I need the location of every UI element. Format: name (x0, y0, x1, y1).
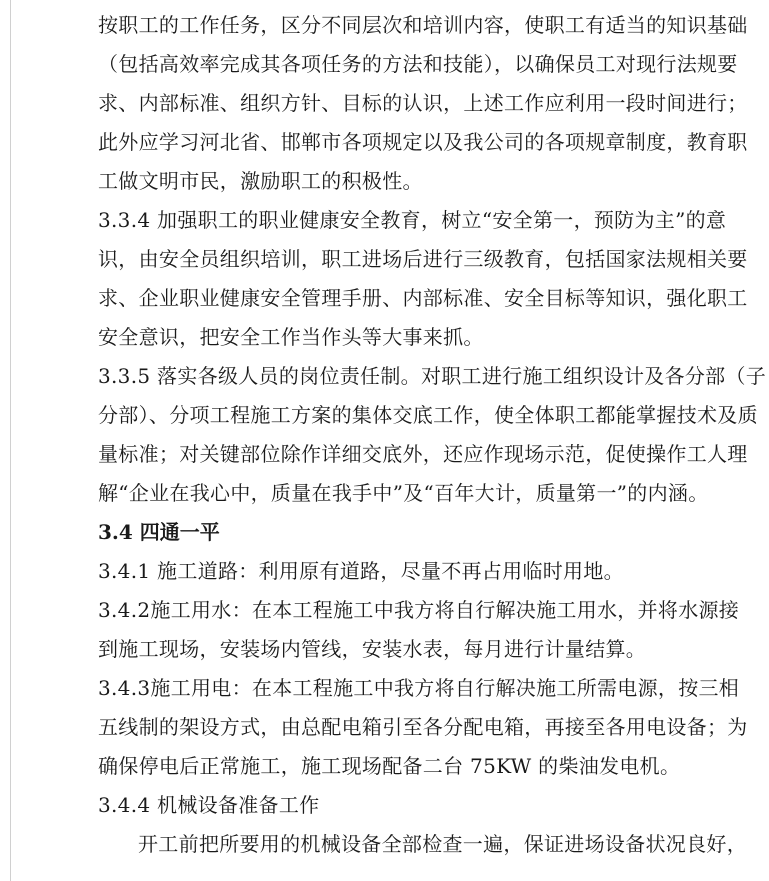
heading-text: 3.4 四通一平 (98, 520, 220, 544)
text-line: 求、企业职业健康安全管理手册、内部标准、安全目标等知识，强化职工 (98, 286, 748, 310)
paragraph-3-3-4 (98, 201, 748, 357)
text-line: 3.4.2施工用水：在本工程施工中我方将自行解决施工用水，并将水源接 (98, 598, 740, 622)
paragraph-3-4-4 (98, 786, 706, 825)
paragraph-equipment-check (98, 825, 747, 864)
text-line: 3.4.3施工用电：在本工程施工中我方将自行解决施工所需电源，按三相 (98, 676, 740, 700)
text-line: 确保停电后正常施工，施工现场配备二台 75KW 的柴油发电机。 (98, 754, 681, 778)
text-line: 工做文明市民，激励职工的积极性。 (98, 169, 423, 193)
text-line: 此外应学习河北省、邯郸市各项规定以及我公司的各项规章制度，教育职 (98, 130, 748, 154)
text-line: 安全意识，把安全工作当作头等大事来抓。 (98, 325, 484, 349)
text-line: （包括高效率完成其各项任务的方法和技能），以确保员工对现行法规要 (98, 52, 738, 76)
text-line: 分部）、分项工程施工方案的集体交底工作，使全体职工都能掌握技术及质 (98, 403, 758, 427)
text-line: 3.3.5 落实各级人员的岗位责任制。对职工进行施工组织设计及各分部（子 (98, 364, 767, 388)
text-line: 3.4.1 施工道路：利用原有道路，尽量不再占用临时用地。 (98, 559, 624, 583)
text-line: 按职工的工作任务，区分不同层次和培训内容，使职工有适当的知识基础 (98, 13, 748, 37)
text-line: 解“企业在我心中，质量在我手中”及“百年大计，质量第一”的内涵。 (98, 481, 709, 505)
document-body (98, 6, 767, 864)
text-line: 到施工现场，安装场内管线，安装水表，每月进行计量结算。 (98, 637, 647, 661)
section-heading-3-4 (98, 513, 706, 552)
page-margin-marker (10, 0, 11, 881)
text-line: 求、内部标准、组织方针、目标的认识，上述工作应利用一段时间进行； (98, 91, 748, 115)
paragraph-intro (98, 6, 748, 201)
text-line: 识，由安全员组织培训，职工进场后进行三级教育，包括国家法规相关要 (98, 247, 748, 271)
paragraph-3-4-3 (98, 669, 748, 786)
paragraph-3-3-5 (98, 357, 767, 513)
text-line: 五线制的架设方式，由总配电箱引至各分配电箱，再接至各用电设备；为 (98, 715, 748, 739)
paragraph-3-4-2 (98, 591, 740, 669)
text-line: 3.3.4 加强职工的职业健康安全教育，树立“安全第一，预防为主”的意 (98, 208, 727, 232)
text-line: 3.4.4 机械设备准备工作 (98, 793, 320, 817)
text-line: 量标准；对关键部位除作详细交底外，还应作现场示范，促使操作工人理 (98, 442, 748, 466)
paragraph-3-4-1 (98, 552, 706, 591)
text-line: 开工前把所要用的机械设备全部检查一遍，保证进场设备状况良好， (138, 832, 747, 856)
